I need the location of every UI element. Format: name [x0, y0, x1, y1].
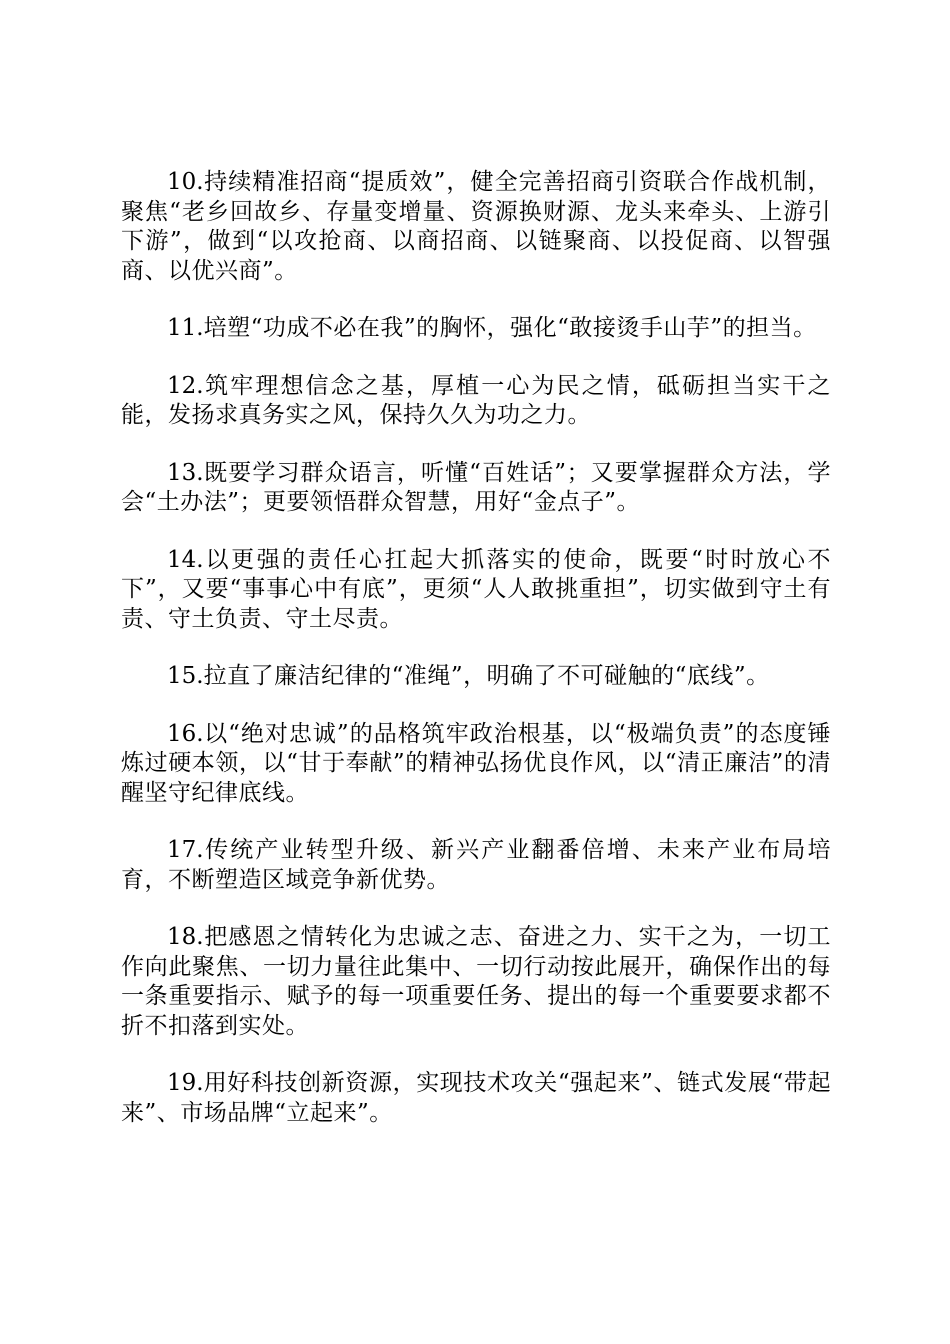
- paragraph-text: 拉直了廉洁纪律的“准绳”，明确了不可碰触的“底线”。: [203, 663, 770, 689]
- paragraph-number: 10.: [167, 169, 204, 195]
- paragraph-11: [121, 314, 831, 344]
- paragraph-text: 把感恩之情转化为忠诚之志、奋进之力、实干之为，一切工作向此聚焦、一切力量往此集中、一切行动按此展开，确保作出的每一条重要指示、赋予的每一项重要任务、提出的每一个重要要求都不折不扣落到实处。: [121, 924, 831, 1039]
- paragraph-16: [121, 720, 831, 809]
- document-body: [121, 168, 831, 1156]
- paragraph-15: [121, 662, 831, 692]
- paragraph-number: 12.: [167, 372, 204, 399]
- paragraph-number: 19.: [167, 1070, 204, 1096]
- paragraph-10: [121, 168, 831, 286]
- paragraph-17: [121, 836, 831, 895]
- paragraph-text: 传统产业转型升级、新兴产业翻番倍增、未来产业布局培育，不断塑造区域竞争新优势。: [121, 837, 831, 893]
- paragraph-number: 13.: [167, 459, 204, 486]
- paragraph-14: [121, 546, 831, 635]
- paragraph-18: [121, 923, 831, 1041]
- paragraph-text: 持续精准招商“提质效”，健全完善招商引资联合作战机制，聚焦“老乡回故乡、存量变增量、资源换财源、龙头来牵头、上游引下游”，做到“以攻抢商、以商招商、以链聚商、以投促商、以智强商、以优兴商”。: [121, 169, 831, 284]
- paragraph-text: 筑牢理想信念之基，厚植一心为民之情，砥砺担当实干之能，发扬求真务实之风，保持久久为功之力。: [121, 372, 831, 428]
- paragraph-number: 18.: [167, 924, 204, 950]
- paragraph-13: [121, 459, 831, 518]
- paragraph-text: 既要学习群众语言，听懂“百姓话”；又要掌握群众方法，学会“土办法”；更要领悟群众智慧，用好“金点子”。: [121, 459, 831, 515]
- paragraph-text: 以“绝对忠诚”的品格筑牢政治根基，以“极端负责”的态度锤炼过硬本领，以“甘于奉献”的精神弘扬优良作风，以“清正廉洁”的清醒坚守纪律底线。: [121, 720, 831, 806]
- paragraph-text: 以更强的责任心扛起大抓落实的使命，既要“时时放心不下”，又要“事事心中有底”，更须“人人敢挑重担”，切实做到守土有责、守土负责、守土尽责。: [121, 546, 831, 632]
- paragraph-19: [121, 1069, 831, 1128]
- paragraph-number: 11.: [167, 315, 204, 341]
- paragraph-12: [121, 372, 831, 431]
- paragraph-text: 培塑“功成不必在我”的胸怀，强化“敢接烫手山芋”的担当。: [203, 315, 817, 341]
- paragraph-number: 14.: [167, 546, 204, 573]
- paragraph-text: 用好科技创新资源，实现技术攻关“强起来”、链式发展“带起来”、市场品牌“立起来”。: [121, 1070, 831, 1126]
- paragraph-number: 16.: [167, 720, 204, 747]
- paragraph-number: 15.: [167, 663, 204, 689]
- paragraph-number: 17.: [167, 837, 204, 863]
